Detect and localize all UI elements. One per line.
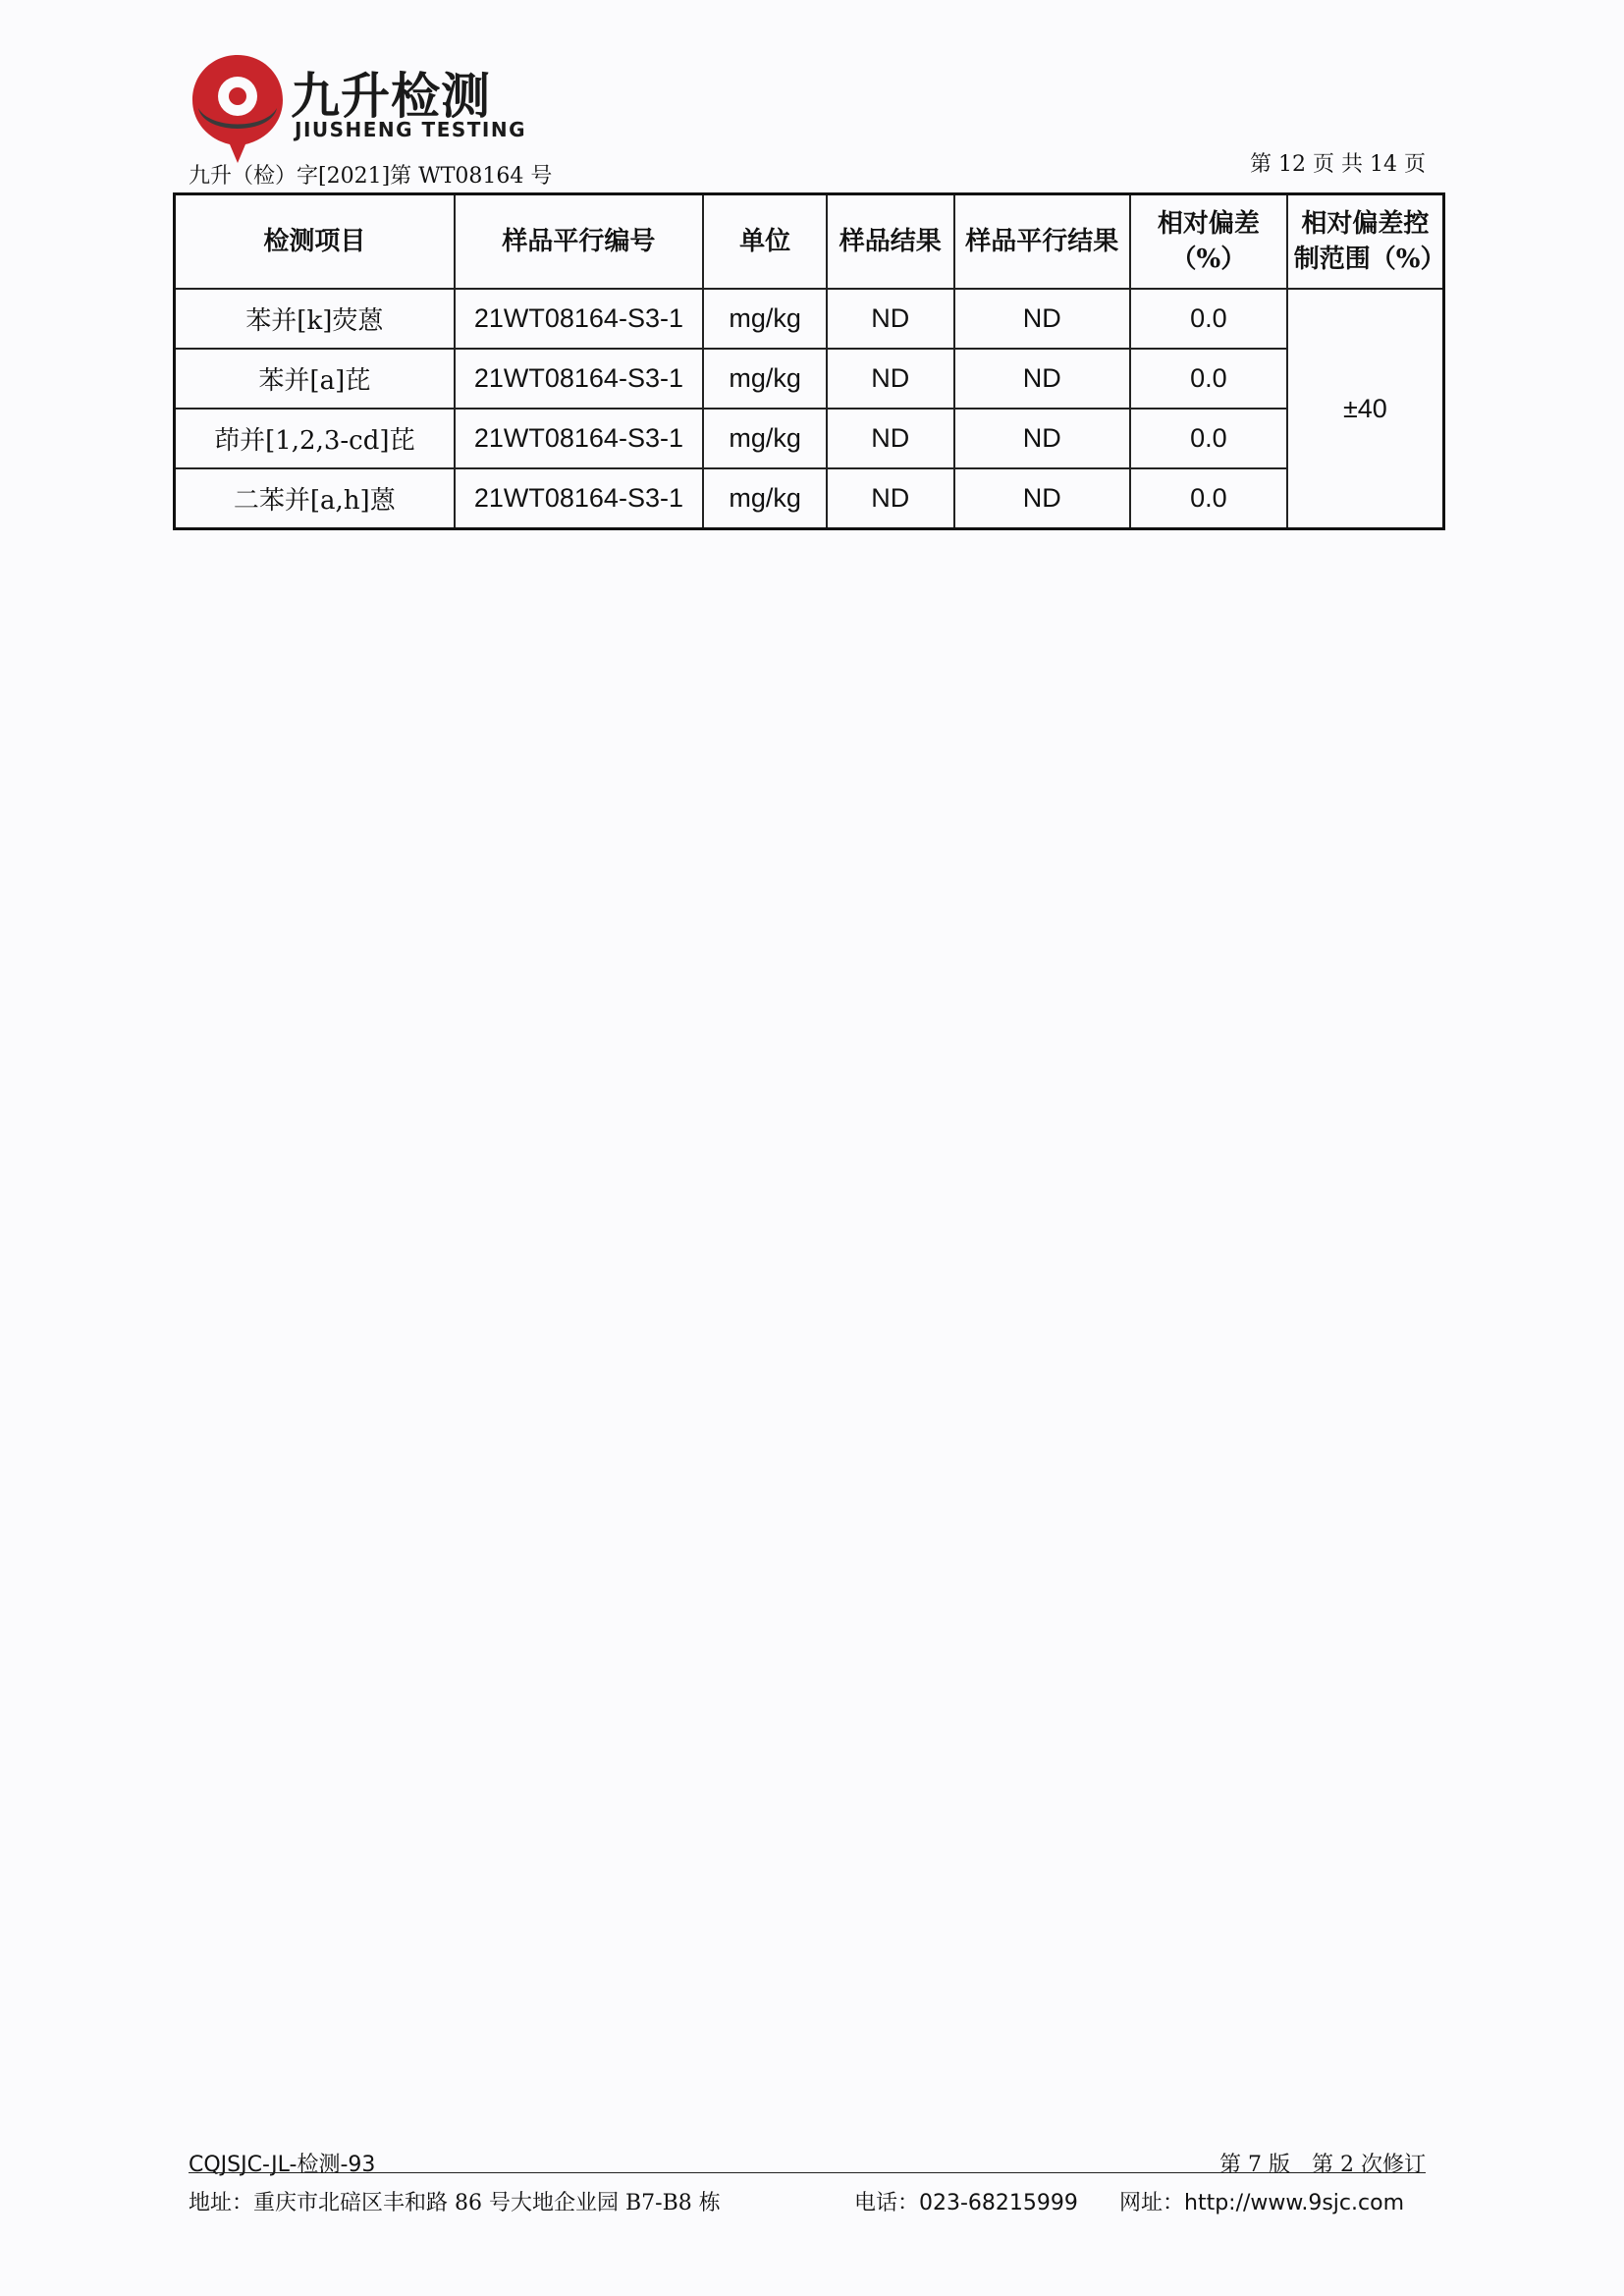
table-row (175, 468, 1444, 529)
col-header-item: 检测项目 (175, 194, 455, 290)
cell-unit: mg/kg (703, 468, 827, 529)
col-header-parallel-result: 样品平行结果 (954, 194, 1130, 290)
page-indicator: 第 12 页 共 14 页 (1250, 152, 1426, 177)
cell-control-range: ±40 (1287, 289, 1444, 529)
cell-sample-id: 21WT08164-S3-1 (455, 409, 704, 468)
cell-parallel-result: ND (954, 349, 1130, 409)
cell-item: 二苯并[a,h]蒽 (175, 468, 455, 529)
cell-unit: mg/kg (703, 409, 827, 468)
col-header-unit: 单位 (703, 194, 827, 290)
company-logo (189, 51, 542, 167)
logo-text-cn: 九升检测 (291, 68, 491, 125)
table-row (175, 289, 1444, 349)
cell-sample-id: 21WT08164-S3-1 (455, 468, 704, 529)
cell-parallel-result: ND (954, 409, 1130, 468)
test-results-table (173, 192, 1445, 530)
cell-result: ND (827, 468, 954, 529)
document-number: 九升（检）字[2021]第 WT08164 号 (189, 164, 553, 189)
cell-unit: mg/kg (703, 349, 827, 409)
footer-divider (189, 2172, 1426, 2173)
cell-parallel-result: ND (954, 289, 1130, 349)
cell-item: 苯并[k]荧蒽 (175, 289, 455, 349)
cell-sample-id: 21WT08164-S3-1 (455, 289, 704, 349)
cell-item: 茚并[1,2,3-cd]芘 (175, 409, 455, 468)
footer-phone: 电话：023-68215999 (854, 2191, 1078, 2215)
cell-deviation: 0.0 (1130, 409, 1287, 468)
table-row (175, 409, 1444, 468)
cell-result: ND (827, 409, 954, 468)
cell-item: 苯并[a]芘 (175, 349, 455, 409)
jiusheng-logo-icon (189, 51, 287, 165)
col-header-deviation: 相对偏差（%） (1130, 194, 1287, 290)
cell-result: ND (827, 289, 954, 349)
form-code: CQJSJC-JL-检测-93 (189, 2153, 376, 2177)
col-header-result: 样品结果 (827, 194, 954, 290)
cell-result: ND (827, 349, 954, 409)
cell-deviation: 0.0 (1130, 289, 1287, 349)
table-row (175, 349, 1444, 409)
cell-deviation: 0.0 (1130, 468, 1287, 529)
cell-unit: mg/kg (703, 289, 827, 349)
table-header-row (175, 194, 1444, 290)
cell-sample-id: 21WT08164-S3-1 (455, 349, 704, 409)
version-info: 第 7 版 第 2 次修订 (1219, 2153, 1426, 2177)
footer-website: 网址：http://www.9sjc.com (1119, 2191, 1404, 2215)
col-header-sample-id: 样品平行编号 (455, 194, 704, 290)
footer-address: 地址：重庆市北碚区丰和路 86 号大地企业园 B7-B8 栋 (189, 2191, 721, 2215)
cell-deviation: 0.0 (1130, 349, 1287, 409)
cell-parallel-result: ND (954, 468, 1130, 529)
col-header-control-range: 相对偏差控制范围（%） (1287, 194, 1444, 290)
logo-text-en: JIUSHENG TESTING (295, 118, 526, 141)
